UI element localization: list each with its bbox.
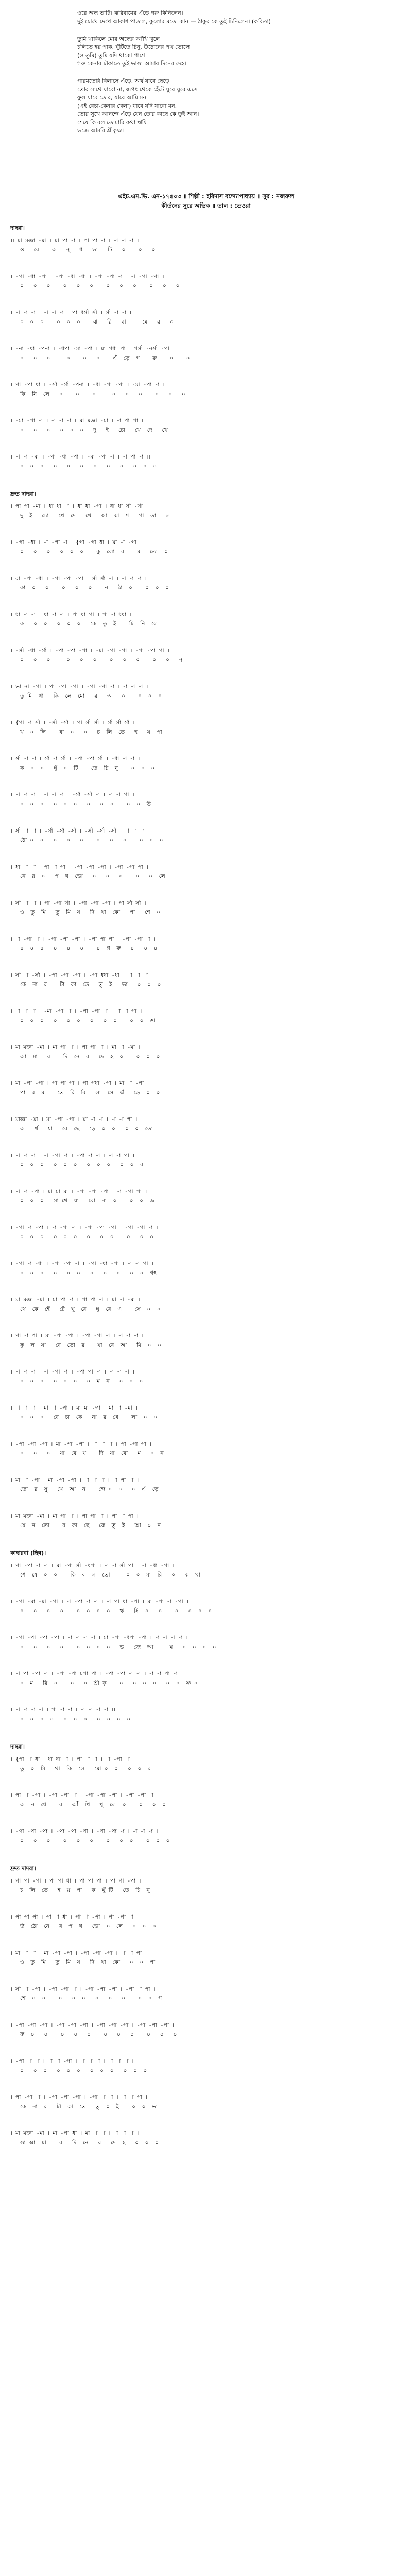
lyric-syllable-row: ০ ০ ০ সা থে যা বো না ০ ০ ০ জ	[10, 1198, 154, 1204]
swara-row: । র্সা -া -া । র্সা -া র্সা । -পা -পা র্সা । -ধা -া -া ।	[10, 756, 140, 762]
swara-row: । -পা -া -পা । -া -পা -া । -পা -পা -পা । -পা -পা -া ।	[10, 1225, 158, 1231]
lyric-syllable-row: ০ ০ ০ ০ ০ ০ ০ ০ ০ ০ ০ ০	[10, 1838, 170, 1844]
swara-row: । -মা -পা -া । -া -া -া । মা মজ্ঞা -মা । -া পা পা ।	[10, 418, 144, 424]
notation-block	[10, 343, 402, 379]
notation-block	[10, 537, 402, 573]
lyric-syllable-row: ০ ০ ০ বে চা কে না র খে লা ০ ০	[10, 1414, 157, 1420]
swaralipi-notation	[10, 222, 402, 2164]
lyric-line: (ও তুমি) তুমি যদি থাকো পাশে	[77, 52, 145, 59]
lyric-line: পারমতেরি বিলাসে এঁড়ে, অর্থ যাবে ছেড়ে	[77, 78, 169, 84]
swara-row: । পা -পা ধা । -র্সা -র্সা -পনা । -ধা -পা -পা । -মা -পা -া ।	[10, 382, 165, 388]
notation-block	[10, 825, 402, 861]
notation-block	[10, 645, 402, 681]
swara-row: । র্সা -া -পা । -পা -পা -া । -পা -পা -পা । -পা -া পা ।	[10, 1986, 156, 1992]
notation-block	[10, 1294, 402, 1330]
notation-block	[10, 1438, 402, 1475]
swara-row: । -পা -পা -পা । মা -পা -পা । -া -া -া । পা -পা পা ।	[10, 1441, 152, 1447]
swara-row: । -া -া -মা । -পা -ধা -পা । -মা -পা -া । -া পা -া ।।	[10, 454, 151, 460]
notation-block	[10, 501, 402, 537]
lyric-syllable-row: দু ই চো খে দে খে আ কা শ পা তা ল	[10, 513, 170, 519]
lyric-syllable-row: উ ঠো নে র প থ ভো ০ লে ০ ০ ০	[10, 1923, 156, 1929]
notation-block	[10, 1366, 402, 1402]
notation-block	[10, 1402, 402, 1438]
swara-row: । মা -া -া । মা -পা -পা । -পা -পা -পা । -া -া পা ।	[10, 1950, 147, 1956]
lyric-syllable-row: তু ০ মি থা কি লে মো ০ ০ ০ ০ র	[10, 1766, 151, 1772]
notation-block	[10, 1258, 402, 1294]
swara-row: । মা -পা -পা । পা পা পা । পা পধা -পা । মা -া -পা ।	[10, 1080, 149, 1087]
notation-block	[10, 1186, 402, 1222]
notation-block	[10, 1754, 402, 1790]
notation-section	[10, 1550, 402, 1740]
lyric-line: চলিতে হয় পাক, ঘুঁটিতে চিনু, উঠোনের পথ ভোলে	[77, 44, 190, 50]
notation-block	[10, 2056, 402, 2092]
swara-row: । র্সা -া -র্সা । -পা -পা -পা । -পা ধধা -ধা । -া -া -া ।	[10, 972, 153, 978]
lyrics-stanza-1	[77, 9, 345, 26]
lyric-syllable-row: ০ ০ ০ ০ ০ ০ ০ ০ ০ ০ ০ উ	[10, 801, 151, 807]
notation-section	[10, 225, 402, 487]
section-label: দ্রুত দাদরা।	[10, 490, 36, 497]
swara-row: । -না -ধা -পনা । -ধপা -মা -পা । মা পধা পা । পর্সা -নর্সা -পা ।	[10, 346, 175, 352]
swara-row: । পা -পা -া । -পা -পা -পা । -পা -া -া । -া -া পা ।	[10, 2094, 147, 2100]
lyric-syllable-row: ০ ০ ০ ০ ০ ০ এঁ ড়ে গ রু ০ ০	[10, 355, 190, 361]
section-label: দ্রুত দাদরা।	[10, 1865, 36, 1872]
swara-row: । -া -া -পা । মা মা মা । -পা -পা -পা । -া -পা পা ।	[10, 1189, 147, 1195]
swara-row: । পা পা পা । পা -া ধা । পা -া -পা । পা -পা -া ।	[10, 1914, 139, 1920]
swara-row: । -পা -পা -পা । -পা -পা -পা । -পা -পা -া । -া -া -া ।	[10, 1828, 158, 1835]
lyric-syllable-row: তো র সু খে আ ন ন্দে ০ ০ ০ এঁ ড়ে	[10, 1486, 159, 1493]
lyric-syllable-row: ০ ০ ০ ০ ০ ০ ০ ০ ০ ০ ০ ঙা	[10, 1018, 156, 1024]
swara-row: । -পা -ধা -পা । -পা -ধা -ধা । -পা -পা -া । -া -পা -পা ।	[10, 274, 164, 280]
notation-block	[10, 573, 402, 609]
swara-row: । মাজ্ঞা -মা । মা -পা -পা । মা -া -া । -া -া পা ।	[10, 1116, 138, 1123]
lyric-syllable-row: ০ ০ ০ ০ ০ ০ ০ ০ ০ ০ ০	[10, 1716, 131, 1722]
lyric-syllable-row: কা ০ ০ ০ ০ ০ ন ঠা ০ ০ ০ ০	[10, 585, 169, 591]
lyric-line: ওরে অন্ধ ভাটি। ঝরিবামের এঁড়ে গরু কিনিলেন।	[77, 10, 183, 16]
swara-row: । {পা -া ধা । ধা ধা -া । পা -া -া । -া -পা -া ।	[10, 1756, 135, 1762]
notation-block	[10, 1042, 402, 1078]
notation-block	[10, 307, 402, 343]
lyric-syllable-row: ০ ০ ০ ০ ০ ০ ০ ০ ০ ০ ০ ০	[10, 2067, 147, 2074]
notation-block	[10, 379, 402, 415]
notation-block	[10, 1150, 402, 1186]
lyric-syllable-row: ও তু মি তু মি য দি থা কো পা শে ০	[10, 909, 161, 916]
swara-row: । বা -পা -ধা । -পা -পা -পা । র্সা র্সা -া । -া -া -া ।	[10, 575, 147, 582]
lyric-syllable-row: ও তু মি তু মি য দি থা কো ০ ০ পা	[10, 1959, 156, 1965]
credits-line-record: এইচ.এম.ভি. এন-১৭৫০৩ ॥ শিল্পী : হরিদাস বন্দ্যোপাধ্যায় ॥ সুর : নজরুল	[118, 193, 294, 200]
lyric-syllable-row: যে ন তো র কা ছে কে তু ই আ ০ ন	[10, 1522, 161, 1529]
swara-row: । -া -া -া । -া -পা -া । -পা -া -া । -া -া পা ।	[10, 1153, 134, 1159]
lyric-syllable-row: ০ ০ ০ ০ ০ ০ দু ই চো খে দে খে	[10, 427, 168, 433]
swara-row: । মা মজ্ঞা -মা । মা পা -া । পা পা -া । মা -া -মা ।	[10, 1297, 141, 1303]
notation-block	[10, 1668, 402, 1704]
lyric-syllable-row: ঙা আ মা র দি নে র দে হ ০ ০ ০	[10, 2140, 159, 2146]
swara-row: । -পা -পা -পা । -পা -পা -পা । -পা -পা -পা । -পা -পা -পা ।	[10, 2022, 174, 2028]
notation-section	[10, 1865, 402, 2164]
lyric-syllable-row: ও রে অ ন্ ধ ভা টি ০ ০ ০	[10, 247, 156, 253]
lyric-syllable-row: অ র্থ যা বে ছে ড়ে ০ ০ ০ ০ তো	[10, 1126, 153, 1132]
notation-block	[10, 1911, 402, 1947]
lyric-syllable-row: ০ ০ ০ ০ ০ ০ ০ ০ ভ জে আ ম ০ ০ ০ ০	[10, 1644, 216, 1650]
lyric-syllable-row: অ ন ধে র আঁ খি খু লে ০ ০ ০ ০	[10, 1802, 166, 1808]
notation-block	[10, 2092, 402, 2128]
notation-block	[10, 1947, 402, 1984]
swara-row: । -া -া -া । -া -পা -া । -পা পা -া । -া -া -া ।	[10, 1369, 134, 1375]
swara-row: । -র্সা -ধা -র্সা । -পা -পা -পা । -মা -পা -পা । -পা -পা পা ।	[10, 648, 169, 654]
notation-block	[10, 1596, 402, 1632]
record-credits	[36, 192, 376, 210]
lyric-syllable-row: কে না র টা কা তে তু ০ ই ০ ০ ভা	[10, 2104, 158, 2110]
swara-row: । -পা -ধা । -া -পা -া । {পা -পা ধা । মা -া -পা ।	[10, 539, 142, 546]
swara-row: । -পা -া -া । -া -া -পা । -া -া -া । -া -া -া ।	[10, 2058, 134, 2064]
swara-row: । মা মজ্ঞা -মা । মা পা -া । পা পা -া । পা -া পা ।	[10, 1513, 139, 1519]
lyric-syllable-row: ক ০ ০ ০ ০ ০ কে তু ই চি নি লে	[10, 621, 158, 627]
swara-row: । মা মজ্ঞা -মা । মা -পা ধা । মা -া -া । -া -া -া ।।	[10, 2130, 141, 2137]
swara-row: । -া -পা -া । -পা -পা -পা । -পা পা পা । -পা -পা -া ।	[10, 936, 156, 942]
notation-block	[10, 1006, 402, 1042]
notation-block	[10, 1560, 402, 1596]
lyric-syllable-row: চ লি তে হ য় পা ক ঘুঁ টি তে চি নু	[10, 1887, 150, 1893]
lyric-syllable-row: শে ষে ০ ০ কি ব ল তো ০ ০ মা রি ০ ক থা	[10, 1572, 200, 1578]
section-label: কাহারবা (ছিন্ন)।	[10, 1550, 46, 1556]
notation-block	[10, 1475, 402, 1511]
swara-row: । -পা -া -ধা । -পা -পা -া । -পা -ধা -পা । -া -া পা ।	[10, 1261, 153, 1267]
lyric-syllable-row: কে না র টা কা তে তু ই ভা ০ ০ ০	[10, 981, 161, 988]
lyrics-stanza-3	[77, 77, 345, 135]
swara-row: । মা -া -পা । মা -পা -পা । -া -া -া । -া পা -া ।	[10, 1477, 139, 1483]
notation-block	[10, 861, 402, 897]
swara-row: । -া -া -া । -মা -পা -া । -পা -পা -া । -া -া পা ।	[10, 1008, 142, 1014]
notation-block	[10, 897, 402, 934]
lyric-syllable-row: ০ ০ ০ যা বে য দি যা বো ম ০ ন	[10, 1450, 164, 1456]
notation-block	[10, 1826, 402, 1862]
notation-block	[10, 609, 402, 645]
notation-block	[10, 2020, 402, 2056]
notation-section	[10, 1743, 402, 1862]
swara-row: । -া পা -পা -া । -পা -পা মপা পা । -পা -পা -া -া । -া -া পা -া ।	[10, 1671, 183, 1677]
section-label: দাদরা।	[10, 225, 25, 231]
lyric-syllable-row: ০ ০ ০ ০ ০ ০ ০ ০ ০ ০ ০ র	[10, 1162, 143, 1168]
lyric-syllable-row: ফু ল যা বে তো র যা বে আ মি ০ ০	[10, 1342, 161, 1348]
lyric-syllable-row: ০ ০ ০ ০ ০ ০ ০ ০ ঋ ষি ০ ০ ০ ০ ০ ০	[10, 1608, 212, 1614]
swara-row: । ধা -া -া । ধা -া -া । পা ধা পা । পা -া ধধা ।	[10, 612, 132, 618]
notation-block	[10, 789, 402, 825]
section-label: দাদরা।	[10, 1743, 25, 1750]
notation-block	[10, 235, 402, 271]
notation-block	[10, 1875, 402, 1911]
lyric-syllable-row: ০ ০ ০ ০ ০ ০ ০ ০ ০ ০ ০ ন	[10, 657, 183, 663]
swara-row: ।। মা মজ্ঞা -মা । মা পা -া । পা পা -া । -া -া -া ।	[10, 238, 139, 244]
lyric-line: গরু কেনার টাকাতে তুই ভাঙা আমার দিনের দেহ।	[77, 60, 186, 67]
lyric-syllable-row: ০ ০ ০ ০ ০ ০ ০ ০ ০ ০ ০ ০	[10, 283, 180, 289]
lyric-syllable-row: রু ০ ০ ০ ০ ০ ০ ০ ০ ০ ০ ০	[10, 2031, 177, 2038]
notation-block	[10, 1984, 402, 2020]
lyric-line: (এই বেচা-কেনার খেলা) যাবে যদি যাবো মন,	[77, 103, 177, 109]
notation-block	[10, 753, 402, 789]
lyric-syllable-row: ০ ০ ০ ০ ০ ০ ০ ০ ০ ০ ০ গৎ	[10, 1270, 157, 1276]
credits-line-tala: কীর্তনের সুরে অভিক ॥ তাল : তেওরা	[161, 202, 251, 209]
lyric-line: ফুল যাবে তোর, যাবে আমি মন	[77, 94, 147, 101]
notation-block	[10, 451, 402, 487]
notation-section	[10, 490, 402, 1547]
notation-block	[10, 1078, 402, 1114]
swara-row: । -া -া -া । -া -া -া । পা ধর্সা র্সা । র্সা -া -া ।	[10, 310, 132, 316]
notation-block	[10, 271, 402, 307]
notation-block	[10, 717, 402, 753]
lyric-syllable-row: পা র ম তে রি বি লা সে এঁ ড়ে ০ ০	[10, 1090, 160, 1096]
lyric-syllable-row: নে র ০ প থ ভো ০ ০ ০ ০ ০ লে	[10, 873, 165, 879]
notation-block	[10, 1704, 402, 1740]
lyric-line: দুই চোখে দেখে আকাশ পাতাল, কুলোর মতো কান — ঠাকুর কে তুই চিনিলেন। (কবিতা)।	[77, 18, 273, 25]
lyric-syllable-row: ঠো ০ ০ ০ ০ ০ ০ ০ ০ ০ ০ ০	[10, 837, 163, 843]
notation-block	[10, 934, 402, 970]
notation-block	[10, 2128, 402, 2164]
lyrics-stanza-2	[77, 35, 345, 68]
swara-row: । র্সা -া -া । -র্সা -র্সা -র্সা । -র্সা -র্সা -র্সা । -া -া -া ।	[10, 828, 150, 834]
lyric-syllable-row: শে ০ ০ ০ ০ ০ ০ ০ ০ ০ ০ গ	[10, 1995, 162, 2002]
swara-row: । মা মজ্ঞা -মা । মা পা -া । পা পা -া । মা -া -মা ।	[10, 1044, 141, 1050]
swara-row: । -া -া -া । মা -া -পা । মা মা -পা । মা -া -মা ।	[10, 1405, 138, 1411]
lyric-line: শেষে কি বল তোমারি কথা ঋষি	[77, 119, 147, 126]
lyric-syllable-row: আ মা র দি নে র দে হ ০ ০ ০ ০	[10, 1054, 160, 1060]
lyric-syllable-row: ক ০ ০ ঘুঁ ০ টি তে চি নু ০ ০ ০	[10, 765, 155, 771]
lyric-syllable-row: ০ ০ ০ ০ ০ ০ ০ গ রু ০ ০ ০	[10, 945, 158, 952]
swara-row: । -া -া -া -া । পা -া -া । -া -া -া -া ।।	[10, 1707, 115, 1713]
lyric-syllable-row: ০ ০ ০ ০ ০ ০ ০ ০ ০ ০ ০ ০	[10, 1234, 153, 1240]
lyric-syllable-row: তু মি থা কি লে মো র অ ০ ০ ০ ০	[10, 693, 162, 699]
lyric-line: তোর সাথে যাবো না, জগৎ থেকে হেঁটে ঘুরে ঘুরে এসে	[77, 86, 198, 93]
swara-row: । পা -া -পা । -পা -পা -া । -পা -পা -পা । -পা -পা -া ।	[10, 1792, 159, 1799]
notation-block	[10, 1511, 402, 1547]
lyric-line: তোর সুখে আনন্দে এঁড়ে যেন তোর কাছে কে তুই আন।	[77, 111, 199, 117]
swara-row: । ভা না -পা । পা -পা -পা । -পা -পা -া । -া -া -া ।	[10, 684, 148, 690]
lyric-line: তুমি থাকিলে মোর অন্ধের আঁখি খুলে	[77, 36, 160, 42]
swara-row: । র্সা -া -া । পা -পা র্সা । -পা -পা -পা । পা র্সা র্সা ।	[10, 900, 146, 906]
notation-block	[10, 415, 402, 451]
notation-block	[10, 1632, 402, 1668]
notation-block	[10, 681, 402, 717]
notation-block	[10, 970, 402, 1006]
lyric-line: ভজে আমরি শ্রীকৃষ্ণ।	[77, 127, 124, 134]
notation-block	[10, 1222, 402, 1258]
lyric-syllable-row: কি নি লে ০ ০ ০ ০ ০ ০ ০ ০ ০	[10, 391, 185, 397]
lyric-syllable-row: ০ ০ ০ ০ ০ ০ কু লো র ম তো ০	[10, 549, 168, 555]
swara-row: । পা পা -পা । পা পা ধা । পা পা পা । পা পা -পা ।	[10, 1878, 141, 1884]
notation-block	[10, 1330, 402, 1366]
lyric-syllable-row: থে কে হেঁ টে ঘু রে ঘু রে এ সে ০ ০	[10, 1306, 161, 1312]
swara-row: । {পা -া র্সা । -র্সা -র্সা । পা র্সা র্সা । র্সা র্সা র্সা ।	[10, 720, 135, 726]
lyric-syllable-row: ০ ম রি ০ ০ ০ শ্রী কৃ ০ ০ ০ ০ ০ ০ ষ্ণ ০	[10, 1680, 198, 1686]
swara-row: । পা পা -মা । ধা ধা -া । ধা ধা -পা । ধা ধা র্সা -র্সা ।	[10, 503, 148, 510]
notation-block	[10, 1790, 402, 1826]
swara-row: । পা -পা -া -া । মা -পা র্সা -ধপা । -া -া র্সা পা । -া -ধা -পা ।	[10, 1563, 175, 1569]
lyric-syllable-row: ০ ০ ০ ০ ০ ০ ০ ০ ০ ০ ০ ০	[10, 463, 157, 469]
lyric-syllable-row: ০ ০ ০ ০ ০ ০ ০ ম ন ০ ০ ০	[10, 1378, 143, 1384]
swara-row: । ধা -া -া । পা -া পা । -পা -পা -পা । -পা -পা পা ।	[10, 864, 148, 870]
lyric-syllable-row: ০ ০ ০ ০ ০ ০ ঝ রি বা মে র ০	[10, 319, 174, 325]
swara-row: । পা -া পা । মা -পা -পা । -পা -পা -া । -া -া -া ।	[10, 1333, 144, 1339]
notation-block	[10, 1114, 402, 1150]
swara-row: । -পা -মা -মা -পা । -া -পা -া -া । -া পা ধা -পা । মা -পা -া -পা ।	[10, 1599, 188, 1605]
swara-row: । -া -া -া । -া -া -া । -র্সা -র্সা -া । -া -া পা ।	[10, 792, 134, 798]
swara-row: । -পা -পা -পা -পা । -া -া -া -া । মা -পা -ধপা -পা । -া -া -া -া ।	[10, 1635, 188, 1641]
lyric-syllable-row: খ ০ লি খা ০ ০ চ লি তে হ য় পা	[10, 729, 162, 735]
song-lyrics	[77, 9, 345, 144]
